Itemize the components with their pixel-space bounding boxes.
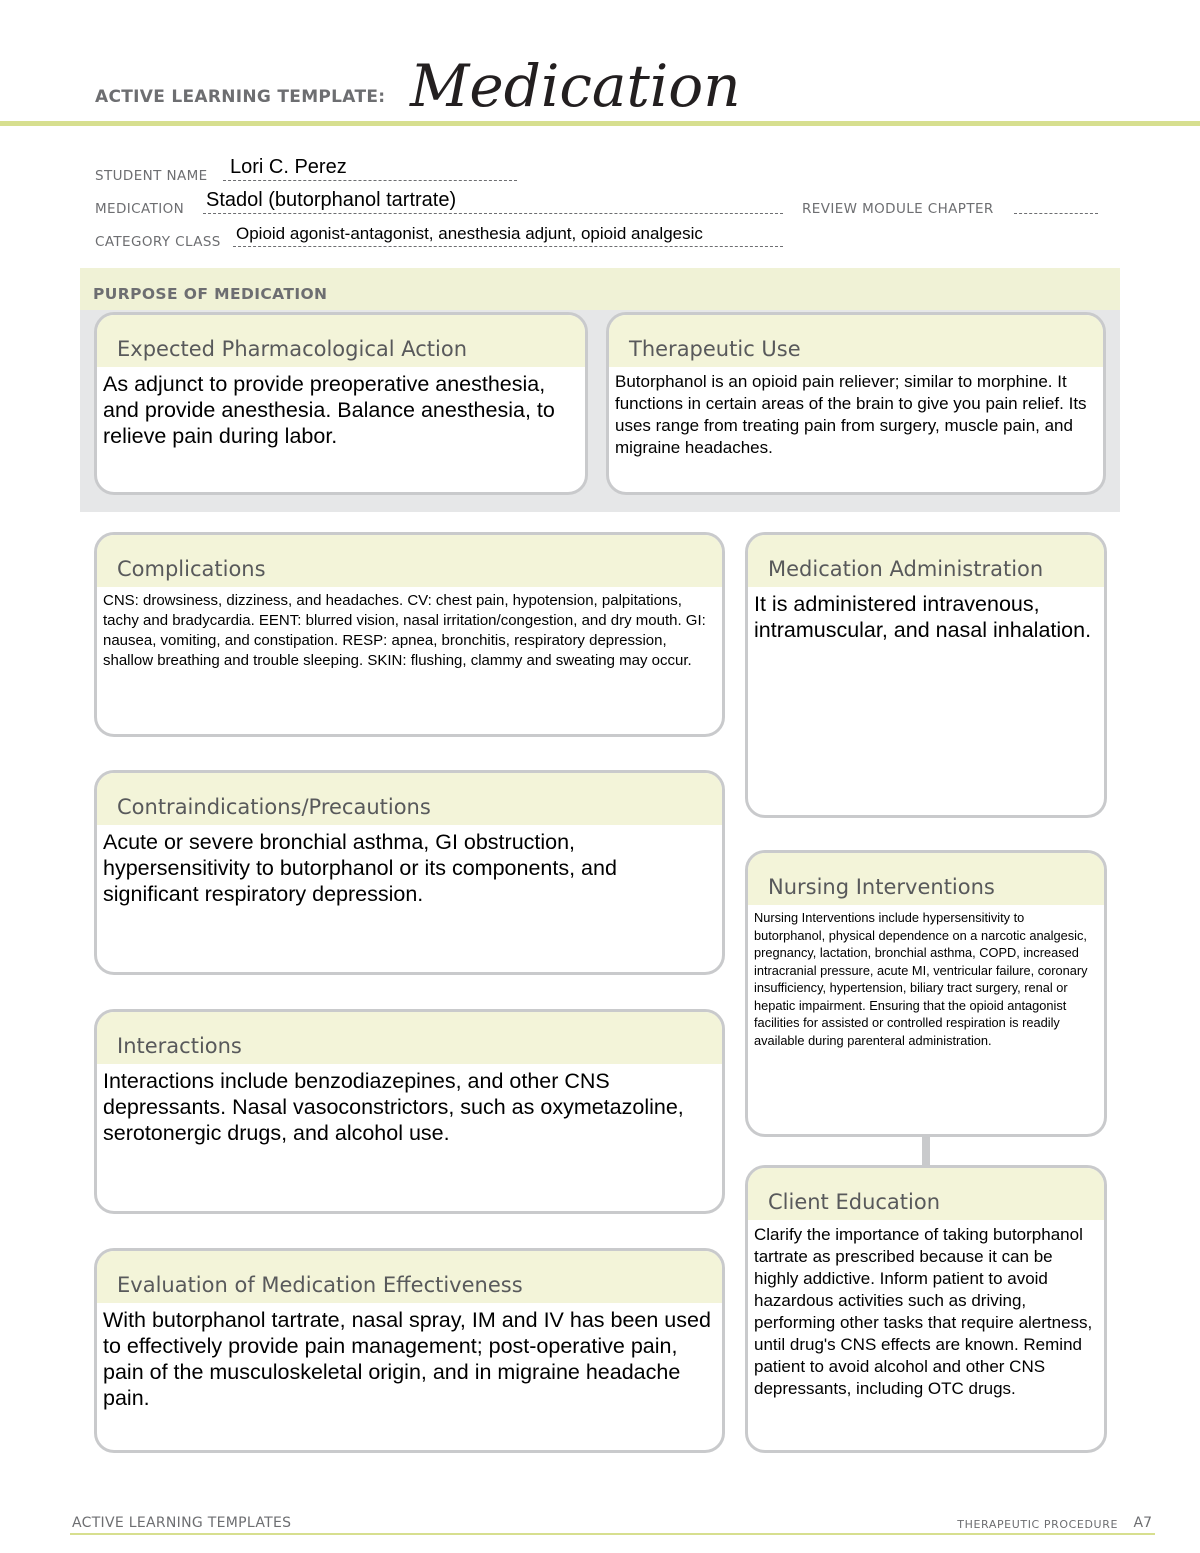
therapeutic-use-header (609, 315, 1103, 367)
contraindications-header (97, 773, 722, 825)
contraindications-box (94, 770, 725, 975)
purpose-panel (80, 268, 1120, 512)
client-education-box (745, 1165, 1107, 1453)
header-divider (0, 121, 1200, 126)
student-name-field (95, 156, 520, 184)
interactions-box (94, 1009, 725, 1214)
footer-divider (70, 1533, 1155, 1535)
page-title: Medication (410, 52, 741, 120)
student-name-line (223, 180, 517, 181)
complications-box (94, 532, 725, 737)
expected-action-title: Expected Pharmacological Action (117, 337, 468, 361)
student-name-label: STUDENT NAME (95, 168, 208, 184)
nursing-interventions-title: Nursing Interventions (768, 875, 995, 899)
nursing-interventions-box (745, 850, 1107, 1137)
complications-title: Complications (117, 557, 266, 581)
administration-header (748, 535, 1104, 587)
complications-text[interactable]: CNS: drowsiness, dizziness, and headaches. CV: chest pain, hypotension, palpitations, tachy and bradycardia. EENT: blurred vision, nasal irritation/congestion, and dry mouth. GI: nausea, vomiting, and constipation. RESP: apnea, bronchitis, respiratory depression, shallow breathing and trouble sleeping. SKIN: flushing, clammy and sweating may occur. (103, 592, 706, 669)
category-class-value[interactable]: Opioid agonist-antagonist, anesthesia adjunt, opioid analgesic (236, 224, 703, 243)
footer-left-text: ACTIVE LEARNING TEMPLATES (72, 1515, 292, 1531)
client-education-text[interactable]: Clarify the importance of taking butorphanol tartrate as prescribed because it can be highly addictive. Inform patient to avoid hazardous activities such as driving, performing other tasks that require alertness, until drug's CNS effects are known. Remind patient to avoid alcohol and other CNS depressants, including OTC drugs. (754, 1225, 1093, 1398)
client-education-title: Client Education (768, 1190, 941, 1214)
category-class-label: CATEGORY CLASS (95, 234, 221, 250)
review-module-field (802, 193, 1102, 217)
medication-field (95, 189, 785, 217)
therapeutic-use-text[interactable]: Butorphanol is an opioid pain reliever; similar to morphine. It functions in certain areas of the brain to give you pain relief. Its uses range from treating pain from surgery, muscle pain, and migraine headaches. (615, 372, 1087, 457)
evaluation-header (97, 1251, 722, 1303)
administration-box (745, 532, 1107, 818)
purpose-title: PURPOSE OF MEDICATION (93, 285, 328, 303)
evaluation-title: Evaluation of Medication Effectiveness (117, 1273, 523, 1297)
student-name-value[interactable]: Lori C. Perez (230, 156, 347, 178)
therapeutic-use-title: Therapeutic Use (629, 337, 801, 361)
evaluation-box (94, 1248, 725, 1453)
purpose-header (80, 268, 1120, 310)
administration-text[interactable]: It is administered intravenous, intramuscular, and nasal inhalation. (754, 592, 1092, 642)
category-class-field (95, 226, 785, 250)
interactions-text[interactable]: Interactions include benzodiazepines, and other CNS depressants. Nasal vasoconstrictors, such as oxymetazoline, serotonergic drugs, and alcohol use. (103, 1069, 684, 1145)
footer-right-text: THERAPEUTIC PROCEDURE (957, 1518, 1118, 1531)
category-class-line (233, 246, 783, 247)
review-module-label: REVIEW MODULE CHAPTER (802, 201, 994, 217)
expected-action-text[interactable]: As adjunct to provide preoperative anesthesia, and provide anesthesia. Balance anesthesia, to relieve pain during labor. (103, 372, 555, 448)
medication-value[interactable]: Stadol (butorphanol tartrate) (206, 189, 457, 211)
contraindications-text[interactable]: Acute or severe bronchial asthma, GI obstruction, hypersensitivity to butorphanol or its components, and significant respiratory depression. (103, 830, 617, 906)
interactions-title: Interactions (117, 1034, 242, 1058)
expected-action-box (94, 312, 588, 495)
template-label: ACTIVE LEARNING TEMPLATE: (95, 87, 386, 107)
client-education-header (748, 1168, 1104, 1220)
nursing-interventions-header (748, 853, 1104, 905)
expected-action-header (97, 315, 585, 367)
box-connector (922, 1135, 930, 1165)
contraindications-title: Contraindications/Precautions (117, 795, 431, 819)
review-module-line[interactable] (1014, 213, 1098, 214)
evaluation-text[interactable]: With butorphanol tartrate, nasal spray, IM and IV has been used to effectively provide pain management; post-operative pain, pain of the musculoskeletal origin, and in migraine headache pain. (103, 1308, 711, 1410)
medication-label: MEDICATION (95, 201, 185, 217)
therapeutic-use-box (606, 312, 1106, 495)
nursing-interventions-text[interactable]: Nursing Interventions include hypersensitivity to butorphanol, physical dependence on a narcotic analgesic, pregnancy, lactation, bronchial asthma, COPD, increased intracranial pressure, acute MI, ventricular failure, coronary insufficiency, hypertension, biliary tract surgery, renal or hepatic impairment. Ensuring that the opioid antagonist facilities for assisted or controlled respiration is readily available during parenteral administration. (754, 910, 1088, 1048)
interactions-header (97, 1012, 722, 1064)
page-number: A7 (1133, 1515, 1152, 1531)
complications-header (97, 535, 722, 587)
administration-title: Medication Administration (768, 557, 1044, 581)
medication-line (203, 213, 783, 214)
